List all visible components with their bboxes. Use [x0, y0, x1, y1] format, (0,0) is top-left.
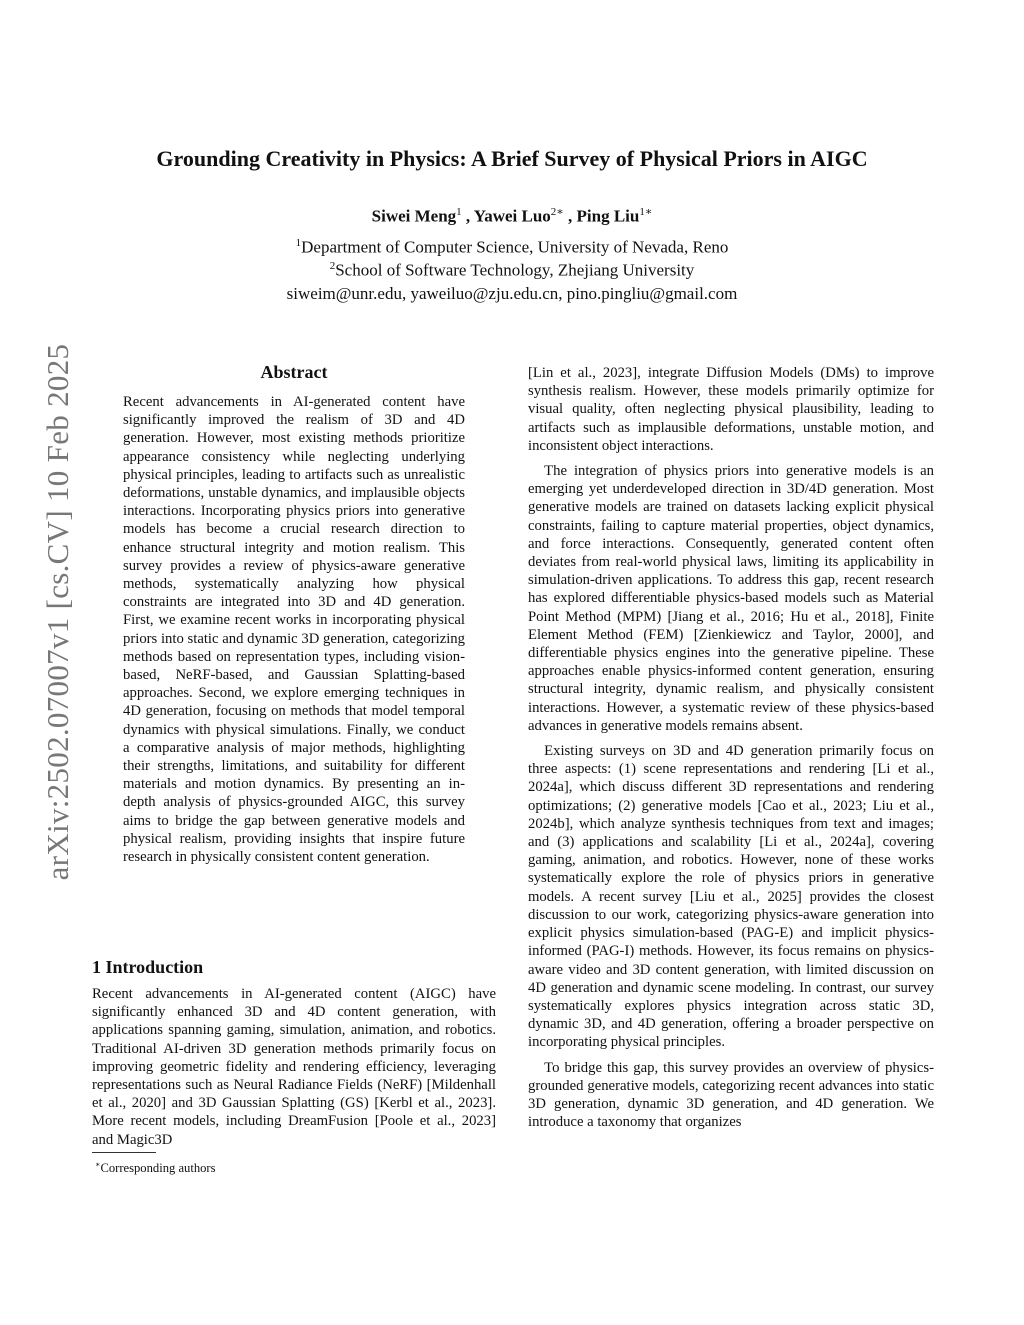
body-paragraph: [Lin et al., 2023], integrate Diffusion Models (DMs) to improve synthesis realism. However, these models primarily optimize for visual quality, often neglecting physical plausibility, leading to artifacts such as implausible deformations, unstable motion, and inconsistent object interactions.	[528, 365, 934, 454]
footnote-mark: ∗	[95, 1160, 101, 1169]
abstract-heading: Abstract	[260, 362, 328, 382]
author-separator: ,	[461, 206, 474, 226]
intro-paragraph: Recent advancements in AI-generated content (AIGC) have significantly enhanced 3D and 4D content generation, with applications spanning gaming, simulation, animation, and robotics. Traditional AI-driven 3D generation methods primarily focus on improving geometric fidelity and rendering efficiency, leveraging representations such as Neural Radiance Fields (NeRF) [Mildenhall et al., 2020] and 3D Gaussian Splatting (GS) [Kerbl et al., 2023]. More recent models, including DreamFusion [Poole et al., 2023] and Magic3D	[92, 986, 496, 1148]
footnote-text: Corresponding authors	[100, 1161, 216, 1176]
right-column-body	[528, 364, 934, 1131]
affiliation-text: Department of Computer Science, University of Nevada, Reno	[301, 237, 729, 257]
affiliation	[0, 237, 1024, 258]
section-heading-introduction: 1 Introduction	[92, 957, 204, 977]
author-affil-mark: 1	[456, 206, 462, 218]
author-name: Siwei Meng	[371, 206, 457, 226]
body-paragraph: To bridge this gap, this survey provides an overview of physics-grounded generative models, categorizing recent advances into static 3D generation, dynamic 3D generation, and 4D generation. We introduce a taxonomy that organizes	[528, 1059, 934, 1131]
abstract-body	[123, 393, 465, 866]
affiliation-mark: 1	[295, 237, 302, 249]
affiliation	[0, 260, 1024, 281]
introduction-left-column	[92, 985, 496, 1149]
author-affil-mark: 2∗	[550, 206, 564, 218]
arxiv-id[interactable]: arXiv:2502.07007v1 [cs.CV] 10 Feb 2025	[40, 343, 75, 881]
footnote	[95, 1160, 216, 1176]
author-affil-mark: 1∗	[639, 206, 653, 218]
author-name: Yawei Luo	[473, 206, 551, 226]
affiliation-text: School of Software Technology, Zhejiang University	[335, 260, 695, 280]
affiliation-mark: 2	[329, 260, 336, 272]
author-list	[0, 205, 1024, 227]
author-emails[interactable]: siweim@unr.edu, yaweiluo@zju.edu.cn, pino.pingliu@gmail.com	[286, 284, 738, 303]
paper-title: Grounding Creativity in Physics: A Brief Survey of Physical Priors in AIGC	[156, 146, 868, 171]
author-separator: ,	[563, 206, 577, 226]
footnote-divider	[92, 1152, 156, 1153]
body-paragraph: Existing surveys on 3D and 4D generation primarily focus on three aspects: (1) scene representations and rendering [Li et al., 2024a], which discuss different 3D representations and rendering optimizations; (2) generative models [Cao et al., 2023; Liu et al., 2024b], which analyze synthesis techniques from text and images; and (3) applications and scalability [Li et al., 2024a], covering gaming, animation, and robotics. However, none of these works systematically explore the role of physics priors in generative models. A recent survey [Liu et al., 2025] provides the closest discussion to our work, categorizing physics-aware generation into explicit physics simulation-based (PAG-E) and implicit physics-informed (PAG-I) methods. However, its focus remains on physics-aware video and 3D content generation, with limited discussion on 4D generation and dynamic scene modeling. In contrast, our survey systematically explores physics integration across static 3D, dynamic 3D, and 4D generation, offering a broader perspective on incorporating physical principles.	[528, 743, 934, 1051]
body-paragraph: The integration of physics priors into generative models is an emerging yet underdeveloped direction in 3D/4D generation. Most generative models are trained on datasets lacking explicit physical constraints, failing to capture material properties, object dynamics, and force interactions. Consequently, generated content often deviates from real-world physical laws, limiting its applicability in simulation-driven applications. To address this gap, recent research has explored differentiable physics-based models such as Material Point Method (MPM) [Jiang et al., 2016; Hu et al., 2018], Finite Element Method (FEM) [Zienkiewicz and Taylor, 2000], and differentiable physics engines into the generative pipeline. These approaches enable physics-informed content generation, ensuring structural integrity, dynamic realism, and physically consistent interactions. However, a systematic review of these physics-based advances in generative models remains absent.	[528, 463, 934, 734]
author-name: Ping Liu	[576, 206, 640, 226]
abstract-text: Recent advancements in AI-generated content have significantly improved the realism of 3D and 4D generation. However, most existing methods prioritize appearance consistency while neglecting underlying physical principles, leading to artifacts such as unrealistic deformations, unstable dynamics, and implausible objects interactions. Incorporating physics priors into generative models has become a crucial research direction to enhance structural integrity and motion realism. This survey provides a review of physics-aware generative methods, systematically analyzing how physical constraints are integrated into 3D and 4D generation. First, we examine recent works in incorporating physical priors into static and dynamic 3D generation, categorizing methods based on representation types, including vision-based, NeRF-based, and Gaussian Splatting-based approaches. Second, we explore emerging techniques in 4D generation, focusing on methods that model temporal dynamics with physical simulations. Finally, we conduct a comparative analysis of major methods, highlighting their strengths, limitations, and suitability for different materials and motion dynamics. By presenting an in-depth analysis of physics-grounded AIGC, this survey aims to bridge the gap between generative models and physical realism, providing insights that inspire future research in physically consistent content generation.	[123, 394, 465, 866]
